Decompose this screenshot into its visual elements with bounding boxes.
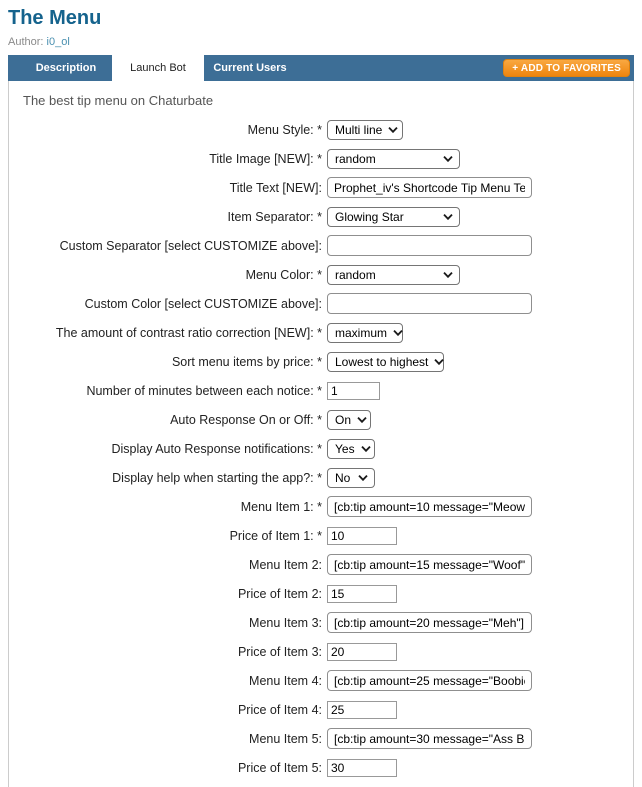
- selected-option: Glowing Star: [335, 209, 404, 224]
- field-label: Price of Item 1: *: [229, 528, 322, 543]
- form-row: [9, 347, 633, 376]
- title-image-select[interactable]: [327, 149, 460, 169]
- form-row: [9, 144, 633, 173]
- contrast-ratio-select[interactable]: [327, 323, 403, 343]
- price-item-5-input[interactable]: [327, 759, 397, 777]
- tab-bar: [8, 55, 634, 81]
- field-label: Display help when starting the app?: *: [112, 470, 322, 485]
- field-label: Item Separator: *: [227, 209, 322, 224]
- form-row: [9, 550, 633, 579]
- field-label: Title Text [NEW]:: [229, 180, 322, 195]
- author-link[interactable]: i0_ol: [46, 36, 70, 48]
- selected-option: On: [335, 412, 352, 427]
- chevron-down-icon: [358, 475, 368, 481]
- selected-option: random: [335, 267, 376, 282]
- field-label: Sort menu items by price: *: [171, 354, 322, 369]
- chevron-down-icon: [388, 127, 398, 133]
- chevron-down-icon: [443, 214, 453, 220]
- field-label: Price of Item 4:: [237, 702, 322, 717]
- field-label: The amount of contrast ratio correction [NEW]: *: [55, 325, 322, 340]
- form-row: [9, 289, 633, 318]
- app-description: The best tip menu on Chaturbate: [23, 93, 214, 108]
- form-row: [9, 463, 633, 492]
- add-to-favorites-button[interactable]: + ADD TO FAVORITES: [503, 59, 630, 77]
- field-label: Menu Item 3:: [249, 615, 322, 630]
- field-label: Price of Item 5:: [237, 760, 322, 775]
- chevron-down-icon: [393, 330, 403, 336]
- menu-color-select[interactable]: [327, 265, 460, 285]
- sort-order-select[interactable]: [327, 352, 444, 372]
- menu-item-4-input[interactable]: [327, 670, 532, 691]
- form-row: [9, 434, 633, 463]
- form-row: [9, 608, 633, 637]
- page-title: The Menu: [8, 7, 102, 29]
- chevron-down-icon: [357, 417, 367, 423]
- form-row: [9, 666, 633, 695]
- page-header: [0, 0, 642, 48]
- form-row: [9, 115, 633, 144]
- chevron-down-icon: [443, 272, 453, 278]
- settings-form: [9, 115, 633, 782]
- launch-bot-panel: [8, 81, 634, 787]
- selected-option: Yes: [335, 441, 355, 456]
- form-row: [9, 637, 633, 666]
- display-help-select[interactable]: [327, 468, 375, 488]
- chevron-down-icon: [361, 446, 371, 452]
- form-row: [9, 376, 633, 405]
- selected-option: Lowest to highest: [335, 354, 429, 369]
- selected-option: random: [335, 151, 376, 166]
- notice-minutes-input[interactable]: [327, 382, 380, 400]
- form-row: [9, 492, 633, 521]
- form-row: [9, 202, 633, 231]
- author-label: Author:: [8, 36, 44, 48]
- field-label: Auto Response On or Off: *: [170, 412, 322, 427]
- field-label: Menu Item 2:: [249, 557, 322, 572]
- price-item-3-input[interactable]: [327, 643, 397, 661]
- item-separator-select[interactable]: [327, 207, 460, 227]
- price-item-2-input[interactable]: [327, 585, 397, 603]
- form-row: [9, 521, 633, 550]
- price-item-4-input[interactable]: [327, 701, 397, 719]
- custom-color-input[interactable]: [327, 293, 532, 314]
- tab-description[interactable]: Description: [35, 62, 97, 74]
- selected-option: maximum: [335, 325, 388, 340]
- form-row: [9, 173, 633, 202]
- form-row: [9, 579, 633, 608]
- selected-option: No: [335, 470, 351, 485]
- form-row: [9, 724, 633, 753]
- chevron-down-icon: [434, 359, 444, 365]
- menu-style-select[interactable]: [327, 120, 403, 140]
- selected-option: Multi line: [335, 122, 383, 137]
- auto-response-select[interactable]: [327, 410, 371, 430]
- field-label: Custom Color [select CUSTOMIZE above]:: [84, 296, 322, 311]
- form-row: [9, 405, 633, 434]
- form-row: [9, 260, 633, 289]
- form-row: [9, 318, 633, 347]
- menu-item-5-input[interactable]: [327, 728, 532, 749]
- field-label: Menu Item 5:: [249, 731, 322, 746]
- field-label: Title Image [NEW]: *: [209, 151, 322, 166]
- field-label: Number of minutes between each notice: *: [86, 383, 322, 398]
- auto-response-notifications-select[interactable]: [327, 439, 375, 459]
- chevron-down-icon: [443, 156, 453, 162]
- title-text-input[interactable]: [327, 177, 532, 198]
- field-label: Display Auto Response notifications: *: [111, 441, 322, 456]
- price-item-1-input[interactable]: [327, 527, 397, 545]
- tab-current-users[interactable]: Current Users: [213, 62, 287, 74]
- form-row: [9, 695, 633, 724]
- field-label: Custom Separator [select CUSTOMIZE above]:: [59, 238, 322, 253]
- menu-item-3-input[interactable]: [327, 612, 532, 633]
- custom-separator-input[interactable]: [327, 235, 532, 256]
- tab-launch-bot[interactable]: Launch Bot: [112, 55, 204, 81]
- field-label: Price of Item 3:: [237, 644, 322, 659]
- field-label: Price of Item 2:: [237, 586, 322, 601]
- menu-item-2-input[interactable]: [327, 554, 532, 575]
- field-label: Menu Item 4:: [249, 673, 322, 688]
- author-line: [8, 36, 634, 48]
- field-label: Menu Item 1: *: [240, 499, 322, 514]
- field-label: Menu Style: *: [247, 122, 322, 137]
- menu-item-1-input[interactable]: [327, 496, 532, 517]
- form-row: [9, 231, 633, 260]
- field-label: Menu Color: *: [245, 267, 322, 282]
